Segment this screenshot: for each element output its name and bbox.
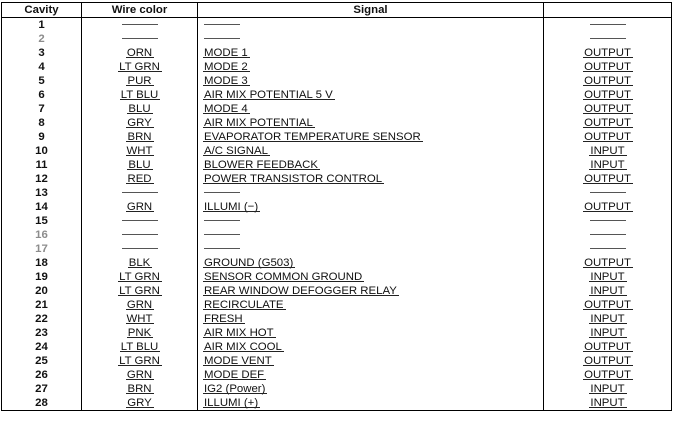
wire-color-cell: [82, 200, 198, 214]
cavity-cell: 18: [2, 256, 82, 270]
signal-cell: [198, 284, 544, 298]
cavity-cell: 21: [2, 298, 82, 312]
wire-color-cell: [82, 382, 198, 396]
signal-cell: [198, 368, 544, 382]
cavity-cell: 7: [2, 102, 82, 116]
io-cell-text: OUTPUT: [584, 131, 631, 143]
wire-color-cell-text: BLU: [128, 103, 151, 115]
wire-color-cell: [82, 144, 198, 158]
io-cell: [544, 116, 672, 130]
wire-color-cell: [82, 256, 198, 270]
signal-cell-text: AIR MIX HOT: [204, 327, 274, 339]
cavity-cell: 14: [2, 200, 82, 214]
empty-dash: [122, 38, 158, 39]
table-header-row: [2, 3, 672, 18]
signal-cell-text: AIR MIX COOL: [204, 341, 282, 353]
io-cell: [544, 102, 672, 116]
empty-dash: [590, 248, 626, 249]
signal-cell-text: MODE 2: [204, 61, 248, 73]
io-cell: [544, 60, 672, 74]
signal-cell: [198, 186, 544, 200]
io-cell: [544, 354, 672, 368]
table-row: [2, 144, 672, 158]
wire-color-cell-text: GRN: [126, 299, 153, 311]
io-cell: [544, 298, 672, 312]
signal-cell: [198, 270, 544, 284]
wire-color-cell: [82, 326, 198, 340]
io-cell-text: INPUT: [590, 313, 625, 325]
signal-cell-text: MODE 4: [204, 103, 248, 115]
empty-dash: [122, 192, 158, 193]
io-cell: [544, 172, 672, 186]
signal-cell-text: REAR WINDOW DEFOGGER RELAY: [204, 285, 397, 297]
wire-color-cell: [82, 354, 198, 368]
empty-dash: [590, 38, 626, 39]
cavity-cell: 2: [2, 32, 82, 46]
signal-cell-text: GROUND (G503): [204, 257, 294, 269]
wire-color-cell: [82, 32, 198, 46]
signal-cell: [198, 158, 544, 172]
wire-color-cell: [82, 172, 198, 186]
wire-color-cell-text: WHT: [126, 145, 153, 157]
io-cell-text: OUTPUT: [584, 299, 631, 311]
cavity-cell: 24: [2, 340, 82, 354]
cavity-cell: 1: [2, 18, 82, 33]
io-cell-text: OUTPUT: [584, 341, 631, 353]
table-row: [2, 214, 672, 228]
table-row: [2, 116, 672, 130]
table-row: [2, 256, 672, 270]
empty-dash: [122, 24, 158, 25]
io-cell: [544, 200, 672, 214]
wire-color-cell: [82, 60, 198, 74]
io-cell: [544, 186, 672, 200]
signal-cell-text: AIR MIX POTENTIAL: [204, 117, 313, 129]
cavity-cell: 25: [2, 354, 82, 368]
wire-color-cell: [82, 88, 198, 102]
io-cell-text: OUTPUT: [584, 201, 631, 213]
io-cell: [544, 396, 672, 411]
header-signal: Signal: [198, 3, 544, 18]
table-row: [2, 354, 672, 368]
signal-cell: [198, 32, 544, 46]
signal-cell: [198, 88, 544, 102]
wire-color-cell: [82, 186, 198, 200]
table-row: [2, 242, 672, 256]
empty-dash: [204, 234, 240, 235]
header-cavity: Cavity: [2, 3, 82, 18]
signal-cell: [198, 396, 544, 411]
cavity-cell: 26: [2, 368, 82, 382]
cavity-cell: 23: [2, 326, 82, 340]
signal-cell-text: MODE DEF: [204, 369, 265, 381]
wire-color-cell: [82, 340, 198, 354]
wire-color-cell-text: GRN: [126, 369, 153, 381]
empty-dash: [122, 234, 158, 235]
empty-dash: [204, 220, 240, 221]
signal-cell-text: FRESH: [204, 313, 243, 325]
signal-cell-text: MODE VENT: [204, 355, 272, 367]
wire-color-cell-text: BRN: [127, 383, 152, 395]
wire-color-cell-text: GRY: [127, 397, 152, 409]
io-cell-text: OUTPUT: [584, 89, 631, 101]
io-cell-text: OUTPUT: [584, 173, 631, 185]
signal-cell: [198, 102, 544, 116]
signal-cell-text: SENSOR COMMON GROUND: [204, 271, 363, 283]
io-cell: [544, 144, 672, 158]
signal-cell-text: AIR MIX POTENTIAL 5 V: [204, 89, 333, 101]
cavity-cell: 9: [2, 130, 82, 144]
wire-color-cell: [82, 102, 198, 116]
table-row: [2, 18, 672, 33]
signal-cell-text: A/C SIGNAL: [204, 145, 268, 157]
cavity-cell: 20: [2, 284, 82, 298]
io-cell: [544, 284, 672, 298]
wire-color-cell: [82, 284, 198, 298]
cavity-cell: 17: [2, 242, 82, 256]
io-cell: [544, 270, 672, 284]
cavity-cell: 6: [2, 88, 82, 102]
signal-cell: [198, 214, 544, 228]
cavity-cell: 12: [2, 172, 82, 186]
wire-color-cell: [82, 18, 198, 33]
empty-dash: [590, 192, 626, 193]
connector-pinout-table: [1, 2, 672, 411]
wire-color-cell-text: LT GRN: [119, 355, 160, 367]
empty-dash: [590, 24, 626, 25]
signal-cell: [198, 46, 544, 60]
io-cell: [544, 46, 672, 60]
wire-color-cell-text: PUR: [127, 75, 152, 87]
io-cell: [544, 88, 672, 102]
signal-cell-text: MODE 1: [204, 47, 248, 59]
io-cell-text: INPUT: [590, 145, 625, 157]
table-row: [2, 270, 672, 284]
signal-cell-text: POWER TRANSISTOR CONTROL: [204, 173, 383, 185]
signal-cell: [198, 18, 544, 33]
wire-color-cell: [82, 368, 198, 382]
table-row: [2, 74, 672, 88]
io-cell-text: OUTPUT: [584, 75, 631, 87]
table-row: [2, 340, 672, 354]
io-cell: [544, 18, 672, 33]
wire-color-cell-text: LT GRN: [119, 61, 160, 73]
table-row: [2, 88, 672, 102]
io-cell-text: OUTPUT: [584, 61, 631, 73]
io-cell-text: INPUT: [590, 271, 625, 283]
signal-cell: [198, 200, 544, 214]
table-row: [2, 130, 672, 144]
wire-color-cell-text: LT GRN: [119, 285, 160, 297]
table-row: [2, 228, 672, 242]
wire-color-cell: [82, 298, 198, 312]
signal-cell-text: RECIRCULATE: [204, 299, 284, 311]
io-cell: [544, 32, 672, 46]
wire-color-cell: [82, 214, 198, 228]
cavity-cell: 15: [2, 214, 82, 228]
io-cell: [544, 228, 672, 242]
signal-cell-text: ILLUMI (−): [204, 201, 259, 213]
io-cell: [544, 158, 672, 172]
cavity-cell: 13: [2, 186, 82, 200]
cavity-cell: 5: [2, 74, 82, 88]
cavity-cell: 8: [2, 116, 82, 130]
io-cell: [544, 326, 672, 340]
io-cell: [544, 256, 672, 270]
table-row: [2, 382, 672, 396]
signal-cell-text: EVAPORATOR TEMPERATURE SENSOR: [204, 131, 421, 143]
empty-dash: [204, 248, 240, 249]
io-cell: [544, 312, 672, 326]
signal-cell: [198, 60, 544, 74]
table-row: [2, 312, 672, 326]
io-cell-text: OUTPUT: [584, 103, 631, 115]
signal-cell: [198, 242, 544, 256]
wire-color-cell-text: BLU: [128, 159, 151, 171]
wire-color-cell: [82, 116, 198, 130]
cavity-cell: 16: [2, 228, 82, 242]
signal-cell: [198, 130, 544, 144]
empty-dash: [122, 220, 158, 221]
signal-cell-text: ILLUMI (+): [204, 397, 259, 409]
cavity-cell: 11: [2, 158, 82, 172]
signal-cell: [198, 354, 544, 368]
io-cell: [544, 242, 672, 256]
wire-color-cell: [82, 130, 198, 144]
empty-dash: [204, 38, 240, 39]
empty-dash: [122, 248, 158, 249]
signal-cell-text: IG2 (Power): [204, 383, 266, 395]
cavity-cell: 27: [2, 382, 82, 396]
empty-dash: [590, 220, 626, 221]
signal-cell-text: MODE 3: [204, 75, 248, 87]
empty-dash: [204, 192, 240, 193]
io-cell-text: INPUT: [590, 327, 625, 339]
signal-cell: [198, 228, 544, 242]
signal-cell: [198, 340, 544, 354]
wire-color-cell: [82, 228, 198, 242]
wire-color-cell-text: LT BLU: [120, 341, 159, 353]
signal-cell: [198, 256, 544, 270]
wire-color-cell: [82, 270, 198, 284]
wire-color-cell-text: PNK: [127, 327, 152, 339]
table-row: [2, 60, 672, 74]
table-row: [2, 172, 672, 186]
wire-color-cell-text: GRN: [126, 201, 153, 213]
wire-color-cell-text: GRY: [127, 117, 152, 129]
header-io: [544, 3, 672, 18]
wire-color-cell: [82, 312, 198, 326]
cavity-cell: 10: [2, 144, 82, 158]
io-cell: [544, 382, 672, 396]
wire-color-cell-text: ORN: [126, 47, 153, 59]
wire-color-cell: [82, 242, 198, 256]
wire-color-cell: [82, 74, 198, 88]
table-row: [2, 200, 672, 214]
signal-cell: [198, 382, 544, 396]
wire-color-cell: [82, 396, 198, 411]
table-row: [2, 298, 672, 312]
io-cell: [544, 214, 672, 228]
signal-cell: [198, 144, 544, 158]
table-row: [2, 186, 672, 200]
wire-color-cell-text: BRN: [127, 131, 152, 143]
header-wire-color: Wire color: [82, 3, 198, 18]
signal-cell-text: BLOWER FEEDBACK: [204, 159, 318, 171]
cavity-cell: 19: [2, 270, 82, 284]
wire-color-cell: [82, 158, 198, 172]
cavity-cell: 28: [2, 396, 82, 411]
signal-cell: [198, 172, 544, 186]
wire-color-cell-text: BLK: [128, 257, 151, 269]
wire-color-cell: [82, 46, 198, 60]
io-cell-text: INPUT: [590, 397, 625, 409]
table-row: [2, 102, 672, 116]
io-cell: [544, 340, 672, 354]
io-cell-text: INPUT: [590, 159, 625, 171]
table-body: [2, 18, 672, 411]
io-cell-text: OUTPUT: [584, 355, 631, 367]
io-cell-text: OUTPUT: [584, 117, 631, 129]
cavity-cell: 3: [2, 46, 82, 60]
table-row: [2, 46, 672, 60]
wire-color-cell-text: RED: [127, 173, 152, 185]
io-cell-text: INPUT: [590, 285, 625, 297]
io-cell-text: OUTPUT: [584, 47, 631, 59]
io-cell: [544, 130, 672, 144]
wire-color-cell-text: WHT: [126, 313, 153, 325]
table-row: [2, 158, 672, 172]
signal-cell: [198, 298, 544, 312]
table-row: [2, 32, 672, 46]
table-row: [2, 284, 672, 298]
table-row: [2, 396, 672, 411]
io-cell: [544, 74, 672, 88]
signal-cell: [198, 74, 544, 88]
empty-dash: [204, 24, 240, 25]
io-cell: [544, 368, 672, 382]
signal-cell: [198, 326, 544, 340]
table-row: [2, 368, 672, 382]
cavity-cell: 4: [2, 60, 82, 74]
io-cell-text: OUTPUT: [584, 257, 631, 269]
io-cell-text: INPUT: [590, 383, 625, 395]
empty-dash: [590, 234, 626, 235]
cavity-cell: 22: [2, 312, 82, 326]
table-row: [2, 326, 672, 340]
signal-cell: [198, 116, 544, 130]
signal-cell: [198, 312, 544, 326]
io-cell-text: OUTPUT: [584, 369, 631, 381]
wire-color-cell-text: LT GRN: [119, 271, 160, 283]
wire-color-cell-text: LT BLU: [120, 89, 159, 101]
